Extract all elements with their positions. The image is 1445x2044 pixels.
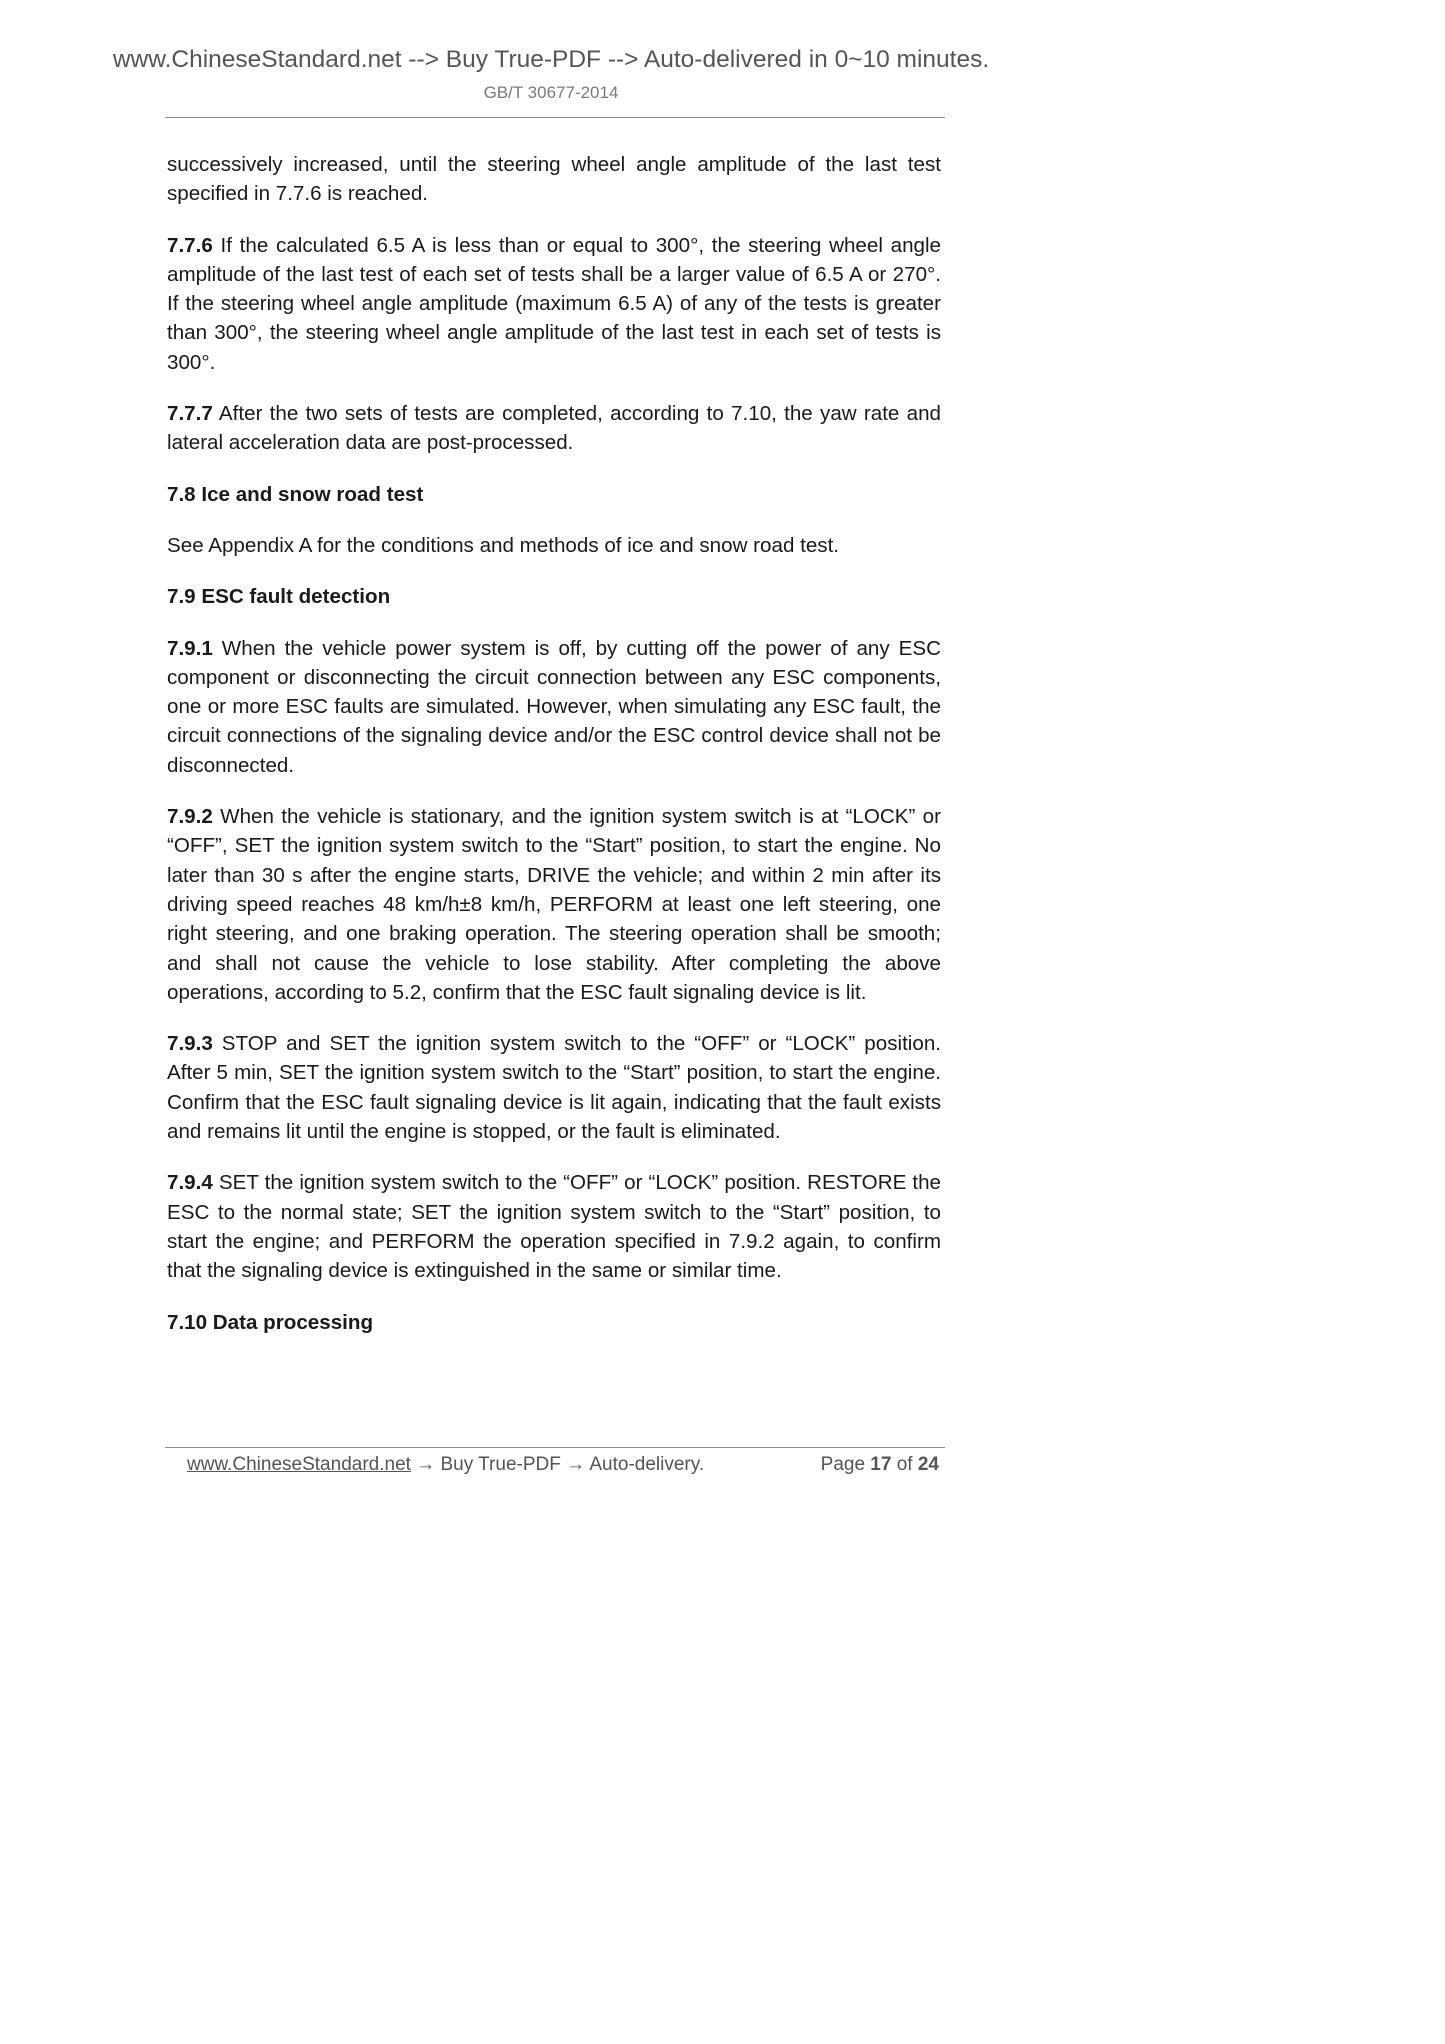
paragraph-text: successively increased, until the steering wheel angle amplitude of the last test specified in 7.7.6 is reached. (167, 153, 941, 206)
page-label: Page (820, 1454, 866, 1475)
clause-7-9-1 (167, 634, 941, 780)
section-heading-7-9: 7.9 ESC fault detection (167, 585, 391, 609)
of-label: of (896, 1454, 913, 1475)
header-banner: www.ChineseStandard.net --> Buy True-PDF --> Auto-delivered in 0~10 minutes. (112, 46, 990, 73)
footer-buy-text: Buy True-PDF (440, 1454, 561, 1475)
clause-number: 7.9.4 (167, 1171, 213, 1195)
arrow-right-icon: → (566, 1454, 586, 1475)
clause-number: 7.7.6 (167, 233, 213, 257)
clause-7-9-2 (167, 802, 941, 1007)
section-heading-7-8: 7.8 Ice and snow road test (167, 482, 424, 506)
clause-7-7-7 (167, 399, 941, 458)
clause-number: 7.7.7 (167, 402, 213, 426)
clause-7-8-text (167, 531, 941, 560)
standard-code: GB/T 30677-2014 (483, 83, 619, 102)
clause-text: STOP and SET the ignition system switch to the “OFF” or “LOCK” position. After 5 min, SET the ignition system switch to the “Start” position, to start the engine. Confirm that the ESC fault signaling device is lit again, indicating that the fault exists and remains lit until the engine is stopped, or the fault is eliminated. (167, 1032, 941, 1144)
clause-text: When the vehicle power system is off, by cutting off the power of any ESC component or disconnecting the circuit connection between any ESC components, one or more ESC faults are simulated. However, when simulating any ESC fault, the circuit connections of the signaling device and/or the ESC control device shall not be disconnected. (167, 636, 941, 777)
page-indicator (821, 1452, 939, 1478)
footer-site-link[interactable]: www.ChineseStandard.net (187, 1454, 411, 1475)
header-divider (165, 117, 945, 118)
clause-number: 7.9.2 (167, 805, 213, 829)
page-header (0, 44, 1102, 104)
section-heading-7-10: 7.10 Data processing (167, 1310, 374, 1334)
arrow-right-icon: → (416, 1454, 436, 1475)
paragraph-text: See Appendix A for the conditions and methods of ice and snow road test. (167, 533, 840, 557)
document-body (167, 150, 941, 1359)
clause-7-9-4 (167, 1168, 941, 1285)
clause-number: 7.9.3 (167, 1032, 213, 1056)
total-pages: 24 (917, 1454, 939, 1475)
clause-7-9-3 (167, 1029, 941, 1146)
page-footer (187, 1452, 939, 1478)
footer-auto-text: Auto-delivery. (589, 1454, 705, 1475)
continued-paragraph (167, 150, 941, 209)
clause-text: When the vehicle is stationary, and the ignition system switch is at “LOCK” or “OFF”, SET the ignition system switch to the “Start” position, to start the engine. No later than 30 s after the engine starts, DRIVE the vehicle; and within 2 min after its driving speed reaches 48 km/h±8 km/h, PERFORM at least one left steering, one right steering, and one braking operation. The steering operation shall be smooth; and shall not cause the vehicle to lose stability. After completing the above operations, according to 5.2, confirm that the ESC fault signaling device is lit. (167, 805, 941, 1004)
footer-divider (165, 1447, 945, 1448)
clause-text: After the two sets of tests are completed, according to 7.10, the yaw rate and lateral acceleration data are post-processed. (167, 402, 941, 455)
clause-7-7-6 (167, 231, 941, 377)
clause-text: SET the ignition system switch to the “OFF” or “LOCK” position. RESTORE the ESC to the normal state; SET the ignition system switch to the “Start” position, to start the engine; and PERFORM the operation specified in 7.9.2 again, to confirm that the signaling device is extinguished in the same or similar time. (167, 1171, 941, 1283)
clause-number: 7.9.1 (167, 636, 213, 660)
page-number: 17 (870, 1454, 892, 1475)
clause-text: If the calculated 6.5 A is less than or equal to 300°, the steering wheel angle amplitude of the last test of each set of tests shall be a larger value of 6.5 A or 270°. If the steering wheel angle amplitude (maximum 6.5 A) of any of the tests is greater than 300°, the steering wheel angle amplitude of the last test in each set of tests is 300°. (167, 233, 941, 374)
